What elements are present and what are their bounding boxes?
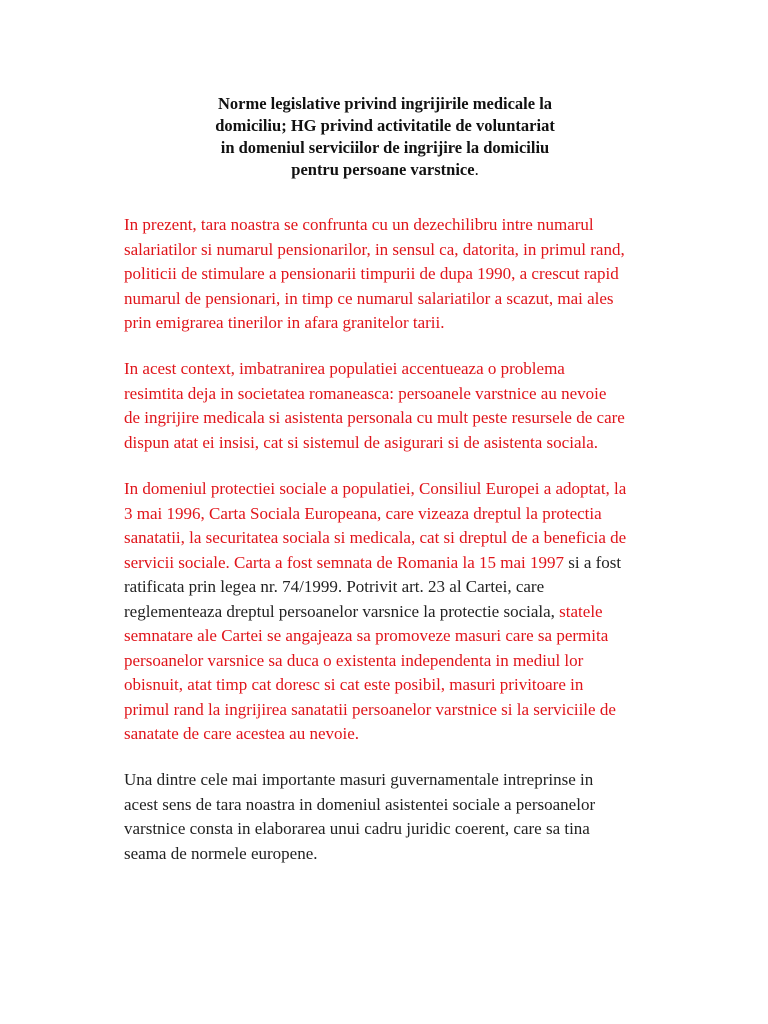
p3-line-4-dark: si a fost [563,552,622,572]
p3-line-10: primul rand la ingrijirea sanatatii persoanelor varstnice si la serviciile de [124,699,616,719]
title-line-2: domiciliu; HG privind activitatile de voluntariat [215,116,555,135]
p1-line-2: salariatilor si numarul pensionarilor, in sensul ca, datorita, in primul rand, [124,239,625,259]
title-line-3: in domeniul serviciilor de ingrijire la domiciliu [220,138,550,157]
p3-line-8: persoanelor varsnice sa duca o existenta independenta in mediul lor [124,650,584,670]
p2-line-4: dispun atat ei insisi, cat si sistemul de asigurari si de asistenta sociala. [124,432,599,452]
p3-line-1: In domeniul protectiei sociale a populatiei, Consiliul Europei a adoptat, la [124,479,627,498]
title-line-4-text: pentru persoane varstnice [291,160,475,179]
paragraph-1 [124,213,664,336]
title-line-1: Norme legislative privind ingrijirile medicale la [217,94,553,113]
paragraph-3 [124,477,664,747]
p1-line-3: politicii de stimulare a pensionarii timpurii de dupa 1990, a crescut rapid [124,264,619,283]
p2-line-3: de ingrijire medicala si asistenta personala cu mult peste resursele de care [124,408,625,427]
p3-line-4 [124,551,664,576]
p1-line-1: In prezent, tara noastra se confrunta cu un dezechilibru intre numarul [124,215,594,234]
p3-line-3: sanatatii, la securitatea sociala si medicala, cat si dreptul de a beneficia de [124,528,627,547]
p1-line-5: prin emigrarea tinerilor in afara granitelor tarii. [124,313,445,332]
p3-line-4-red: servicii sociale. Carta a fost semnata de Romania la 15 mai 1997 [124,552,564,572]
p3-line-6 [124,600,664,625]
p1-line-4: numarul de pensionari, in timp ce numarul salariatilor a scazut, mai ales [124,288,614,308]
document-title [190,93,580,181]
p3-line-5: ratificata prin legea nr. 74/1999. Potrivit art. 23 al Cartei, care [124,577,545,596]
p4-line-1: Una dintre cele mai importante masuri guvernamentale intreprinse in [124,770,594,789]
p3-line-7: semnatare ale Cartei se angajeaza sa promoveze masuri care sa permita [124,626,609,645]
paragraph-2 [124,357,664,455]
p2-line-1: In acest context, imbatranirea populatiei accentueaza o problema [124,359,565,378]
title-line-4 [190,159,580,181]
p3-line-6-red: statele [559,601,603,621]
title-period: . [474,160,479,179]
p3-line-6-dark: reglementeaza dreptul persoanelor varsnice la protectie sociala, [124,601,560,621]
paragraph-4 [124,768,664,866]
p4-line-2: acest sens de tara noastra in domeniul asistentei sociale a persoanelor [124,794,596,814]
p4-line-4: seama de normele europene. [124,843,318,863]
p2-line-2: resimtita deja in societatea romaneasca: persoanele varstnice au nevoie [124,383,607,403]
p4-line-3: varstnice consta in elaborarea unui cadru juridic coerent, care sa tina [124,819,590,838]
p3-line-9: obisnuit, atat timp cat doresc si cat este posibil, masuri privitoare in [124,675,584,694]
p3-line-11: sanatate de care acestea au nevoie. [124,724,360,743]
p3-line-2: 3 mai 1996, Carta Sociala Europeana, care vizeaza dreptul la protectia [124,503,602,523]
